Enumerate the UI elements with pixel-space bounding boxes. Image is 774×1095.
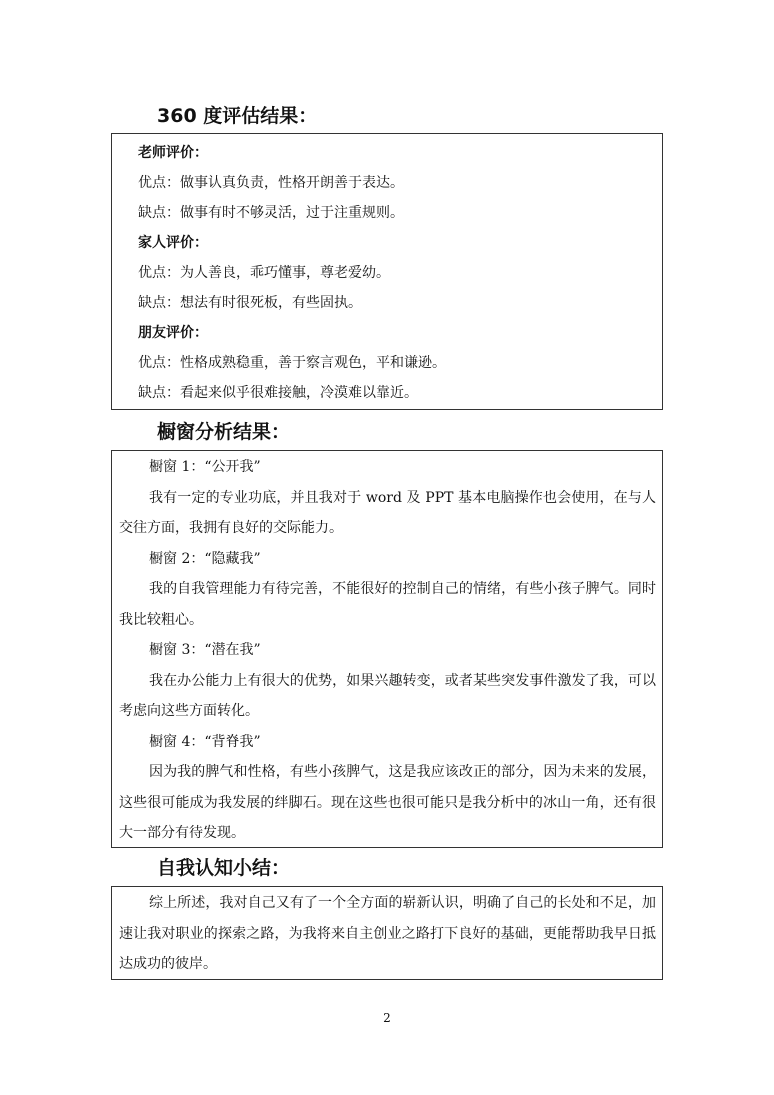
group-cons: 缺点：想法有时很死板，有些固执。	[138, 295, 362, 311]
window-analysis-box	[111, 450, 663, 848]
evaluation-box	[111, 133, 663, 410]
group-cons: 缺点：看起来似乎很难接触，冷漠难以靠近。	[138, 385, 418, 401]
window-label: 橱窗 3：“潜在我”	[149, 642, 261, 658]
group-label: 朋友评价：	[138, 325, 208, 341]
group-pros: 优点：性格成熟稳重，善于察言观色，平和谦逊。	[138, 355, 446, 371]
window-label: 橱窗 1：“公开我”	[149, 459, 261, 475]
summary-box	[111, 886, 663, 980]
window-text: 因为我的脾气和性格，有些小孩脾气，这是我应该改正的部分，因为未来的发展，这些很可能成为我发展的绊脚石。现在这些也很可能只是我分析中的冰山一角，还有很大一部分有待发现。	[119, 764, 656, 841]
group-label: 家人评价：	[138, 235, 208, 251]
page-number: 2	[383, 1011, 391, 1025]
window-text: 我有一定的专业功底，并且我对于 word 及 PPT 基本电脑操作也会使用，在与人交往方面，我拥有良好的交际能力。	[119, 489, 656, 536]
summary-text: 综上所述，我对自己又有了一个全方面的崭新认识，明确了自己的长处和不足，加速让我对职业的探索之路，为我将来自主创业之路打下良好的基础，更能帮助我早日抵达成功的彼岸。	[119, 895, 656, 972]
window-text: 我在办公能力上有很大的优势，如果兴趣转变，或者某些突发事件激发了我，可以考虑向这些方面转化。	[119, 672, 656, 719]
group-pros: 优点：做事认真负责，性格开朗善于表达。	[138, 175, 404, 191]
window-text: 我的自我管理能力有待完善，不能很好的控制自己的情绪，有些小孩子脾气。同时我比较粗心。	[119, 581, 656, 628]
window-label: 橱窗 2：“隐藏我”	[149, 550, 261, 567]
group-cons: 缺点：做事有时不够灵活，过于注重规则。	[138, 205, 404, 221]
section-title-summary: 自我认知小结：	[157, 857, 291, 879]
section-title-window: 橱窗分析结果：	[157, 421, 291, 443]
section-title-360: 360 度评估结果：	[157, 105, 318, 127]
group-label: 老师评价：	[138, 145, 208, 161]
group-pros: 优点：为人善良，乖巧懂事，尊老爱幼。	[138, 265, 390, 281]
window-label: 橱窗 4：“背脊我”	[149, 733, 261, 750]
